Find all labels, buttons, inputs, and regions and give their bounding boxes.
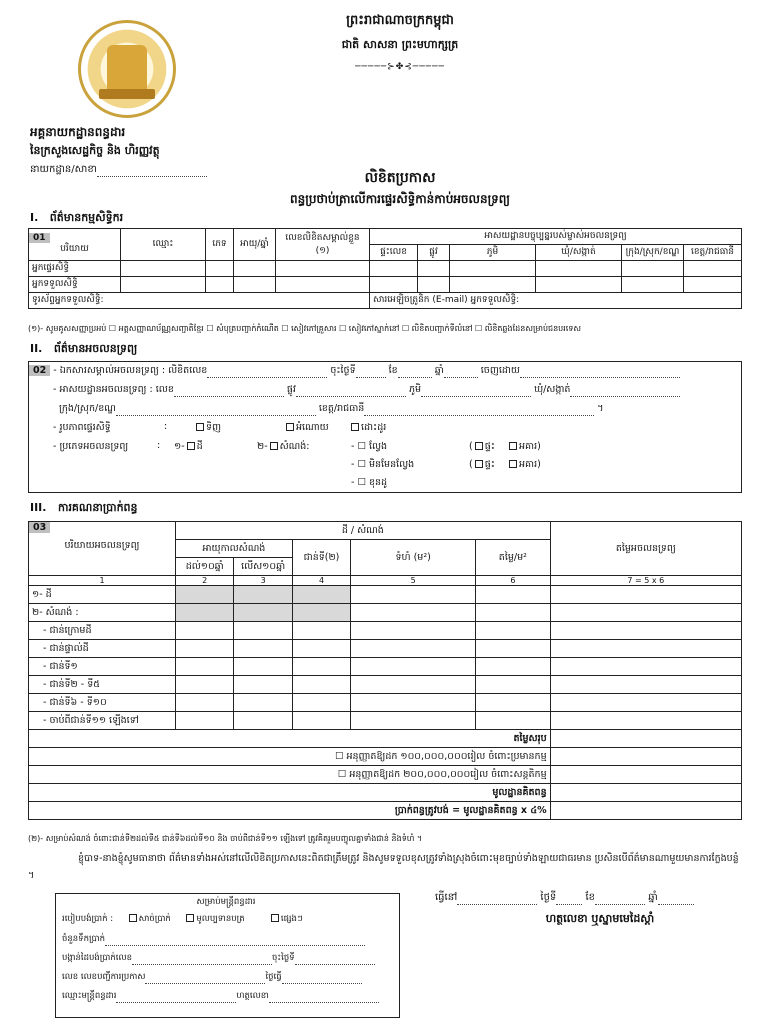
buy-checkbox[interactable] [196, 423, 204, 431]
ground-over10-cell[interactable] [234, 640, 292, 658]
building-floor-cell [292, 604, 350, 622]
row-transferor: អ្នកផ្ទេរសិទ្ធិ [29, 261, 121, 277]
floor1-floor-cell[interactable] [292, 658, 350, 676]
sign-day-input[interactable] [556, 895, 582, 905]
num-col-1: 1 [29, 576, 176, 586]
row-land: ១- ដី [29, 586, 176, 604]
col3-desc [29, 522, 176, 576]
floor2-5-value-cell[interactable] [550, 676, 741, 694]
id-type-note: (១)- សូមគូសសញ្ញាប្រអប់ ☐ អត្តសញ្ញាណប័ណ្ណសញ្ជាតិខ្មែរ ☐ សំបុត្របញ្ជាក់កំណើត ☐ សៀវភៅគ្រួសារ ☐ សៀវភៅស្នាក់នៅ ☐ លិខិតបញ្ជាក់ទីលំនៅ ☐ លិខិតឆ្លងដែនសម្រាប់ជនបរទេស [28, 324, 582, 333]
table-row [29, 712, 742, 730]
doc-day-input[interactable] [356, 368, 386, 378]
gift-checkbox[interactable] [286, 423, 294, 431]
table-row [29, 676, 742, 694]
nonflat-subtype: ( ផ្ទះ អគារ) [469, 459, 541, 470]
table-row [29, 658, 742, 676]
row-floor1: - ជាន់ទី១ [29, 658, 176, 676]
floor2-5-price-cell[interactable] [476, 676, 551, 694]
table-row [29, 640, 742, 658]
col3-price: តម្លៃ/ម² [476, 540, 551, 576]
row-floor2-5: - ជាន់ទី២ - ទី៥ [29, 676, 176, 694]
nonflat-house-checkbox[interactable] [475, 460, 483, 468]
col-id: លេខលិខិតសម្គាល់ខ្លួន (១) [276, 229, 370, 261]
deduct-100m-option[interactable]: ☐ អនុញ្ញាតឱ្យដក ១០០,០០០,០០០រៀល ចំពោះប្រមានកម្ម [29, 748, 551, 766]
doc-no-label: - ឯកសារសម្គាល់អចលនទ្រព្យ : លិខិតលេខ [53, 365, 208, 376]
sign-year-input[interactable] [658, 895, 694, 905]
col3-desc-label: បរិយាយអចលនទ្រព្យ [64, 540, 140, 551]
floor11-under10-cell[interactable] [176, 712, 234, 730]
section2-tag: 02 [29, 365, 50, 376]
type-build-no: ២- [257, 441, 268, 452]
col3-floor: ជាន់ទី(២) [292, 540, 350, 576]
section1-heading [30, 211, 123, 227]
floor6-10-price-cell[interactable] [476, 694, 551, 712]
reg-date-input[interactable] [282, 974, 362, 984]
row-floor6-10: - ជាន់ទី៦ - ទី១០ [29, 694, 176, 712]
deduct-200m-value-cell[interactable] [550, 766, 741, 784]
floor11-area-cell[interactable] [351, 712, 476, 730]
section3-roman: III. [30, 501, 47, 514]
ground-area-cell[interactable] [351, 640, 476, 658]
basement-value-cell[interactable] [550, 622, 741, 640]
col-village: ភូមិ [450, 245, 536, 261]
owner-info-table [28, 228, 742, 309]
exchange-label: ដោះដូរ [361, 422, 387, 433]
phone-field[interactable]: ទូរស័ព្ទអ្នកទទួលសិទ្ធិ: [29, 293, 370, 309]
building-condo-option[interactable]: - ☐ ខុនដូ [351, 477, 388, 488]
building-value-cell[interactable] [550, 604, 741, 622]
table-row [29, 622, 742, 640]
floor6-10-under10-cell[interactable] [176, 694, 234, 712]
table-row [29, 586, 742, 604]
prop-village-input[interactable] [421, 387, 531, 397]
amount-input[interactable] [105, 936, 365, 946]
opt-gift[interactable] [284, 421, 329, 435]
col-desc-label: បរិយាយ [60, 244, 89, 254]
prop-village-label: ភូមិ [408, 384, 422, 395]
prop-district-input[interactable] [116, 406, 316, 416]
transferor-province-cell[interactable] [684, 261, 742, 277]
transferor-age-cell[interactable] [234, 261, 276, 277]
officer-box-title: សម្រាប់មន្ត្រីពន្ធដារ [196, 897, 256, 907]
receipt-input[interactable] [132, 955, 272, 965]
floor-note: (២)- សម្រាប់សំណង់ ចំពោះជាន់ទី២ដល់ទី៥ ជាន់ទី៦ដល់ទី១០ និង ចាប់ពីជាន់ទី១១ ឡើងទៅ ត្រូវគិតរួមបញ្ចូលគ្នាទាំងជាន់ និងទំហំ ។ [28, 834, 423, 843]
amount-label: ចំនួនទឹកប្រាក់ [62, 934, 105, 944]
section2-heading [30, 342, 137, 358]
pay-cash-label: សាច់ប្រាក់ [138, 914, 171, 924]
transferee-village-cell[interactable] [450, 277, 536, 293]
ministry-name: នៃក្រសួងសេដ្ឋកិច្ច និង ហិរញ្ញវត្ថុ [30, 144, 160, 157]
building-area-cell[interactable] [351, 604, 476, 622]
transferor-district-cell[interactable] [622, 261, 684, 277]
land-checkbox[interactable] [187, 442, 195, 450]
basement-price-cell[interactable] [476, 622, 551, 640]
document-title: លិខិតប្រកាស [364, 170, 436, 186]
doc-year-input[interactable] [444, 368, 478, 378]
land-over10-cell [234, 586, 292, 604]
made-at-input[interactable] [457, 895, 537, 905]
reg-date-label: ថ្ងៃធ្វើ [265, 972, 282, 982]
motto: ជាតិ សាសនា ព្រះមហាក្សត្រ [341, 38, 459, 51]
prop-commune-label: ឃុំ/សង្កាត់ [534, 384, 571, 395]
pay-other-checkbox[interactable] [271, 914, 279, 922]
col-address: អាសយដ្ឋានបច្ចុប្បន្នរបស់ម្ចាស់អចលនទ្រព្យ [370, 229, 742, 245]
declaration-text: ខ្ញុំបាទ-នាងខ្ញុំសូមធានាថា ព័ត៌មានទាំងអស់នៅលើលិខិតប្រកាសនេះពិតជាត្រឹមត្រូវ និងសូមទទួលខុសត្រូវទាំងស្រុងចំពោះមុខច្បាប់ទាំងឡាយជាធរមាន ប្រសិនបើព័ត៌មានណាមួយមានការក្លែងបន្លំ ។ [28, 853, 739, 881]
type-building[interactable] [257, 440, 310, 454]
receipt-date-input[interactable] [295, 955, 375, 965]
receipt-date-label: ចុះថ្ងៃទី [271, 953, 295, 963]
section1-tag: 01 [29, 233, 50, 243]
prop-no-input[interactable] [174, 387, 284, 397]
building-under10-cell [176, 604, 234, 622]
gift-label: អំណោយ [296, 422, 329, 433]
tax-base-value-cell[interactable] [550, 784, 741, 802]
nonflat-house-label: ផ្ទះ [484, 459, 495, 470]
doc-no-input[interactable] [207, 368, 327, 378]
col-sex: ភេទ [206, 229, 234, 261]
reg-no-label: លេខ លេខបញ្ជីការប្រកាស [62, 972, 146, 982]
row-floor11-up: - ចាប់ពីជាន់ទី១១ ឡើងទៅ [29, 712, 176, 730]
type-land-no: ១- [174, 441, 185, 452]
basement-area-cell[interactable] [351, 622, 476, 640]
floor6-10-value-cell[interactable] [550, 694, 741, 712]
table-row [29, 694, 742, 712]
pay-cash-checkbox[interactable] [129, 914, 137, 922]
department-name: អគ្គនាយកដ្ឋានពន្ធដារ [30, 125, 126, 139]
officer-name-label: ឈ្មោះមន្ត្រីពន្ធដារ [62, 991, 117, 1001]
document-subtitle: ពន្ធប្រថាប់ត្រាលើការផ្ទេរសិទ្ធិកាន់កាប់អចលនទ្រព្យ [290, 192, 510, 206]
prop-district-label: ក្រុង/ស្រុក/ខណ្ឌ [59, 403, 116, 414]
doc-year-label: ឆ្នាំ [434, 365, 444, 376]
ornament-divider: ─────⊱✤⊰───── [355, 62, 445, 72]
row-ground: - ជាន់ផ្ទាល់ដី [29, 640, 176, 658]
col3-land-building: ដី / សំណង់ [176, 522, 551, 540]
property-type-label: - ប្រភេទអចលនទ្រព្យ [53, 441, 129, 452]
tax-calculation-table [28, 521, 742, 820]
sign-year-label: ឆ្នាំ [648, 892, 658, 903]
floor1-area-cell[interactable] [351, 658, 476, 676]
num-col-5: 5 [351, 576, 476, 586]
section2-title: ព័ត៌មានអចលនទ្រព្យ [53, 342, 138, 355]
transferee-name-cell[interactable] [121, 277, 206, 293]
issued-by-input[interactable] [520, 368, 680, 378]
num-col-2: 2 [176, 576, 234, 586]
prop-street-input[interactable] [296, 387, 406, 397]
table-row [29, 604, 742, 622]
col3-value: តម្លៃអចលនទ្រព្យ [550, 522, 741, 576]
sign-month-label: ខែ [585, 892, 595, 903]
pay-cheque-checkbox[interactable] [186, 914, 194, 922]
transferee-id-cell[interactable] [276, 277, 370, 293]
issued-by-label: ចេញដោយ [480, 365, 520, 376]
transferee-sex-cell[interactable] [206, 277, 234, 293]
col-desc [29, 229, 121, 261]
signature-label: ហត្ថលេខា ឬស្នាមមេដៃស្តាំ [545, 912, 655, 925]
transferee-house-cell[interactable] [370, 277, 418, 293]
buy-label: ទិញ [206, 422, 222, 433]
transferor-village-cell[interactable] [450, 261, 536, 277]
kingdom-title: ព្រះរាជាណាចក្រកម្ពុជា [346, 13, 454, 28]
col-age: អាយុ/ឆ្នាំ [234, 229, 276, 261]
flat-building-checkbox[interactable] [509, 442, 517, 450]
total-label: តម្លៃសរុប [29, 730, 551, 748]
opt-buy[interactable] [194, 421, 221, 435]
floor6-10-area-cell[interactable] [351, 694, 476, 712]
made-at-label: ធ្វើនៅ [435, 892, 458, 903]
transferor-name-cell[interactable] [121, 261, 206, 277]
building-nonflat-option[interactable]: - ☐ មិនមែនល្វែង [351, 459, 415, 470]
prop-street-label: ផ្លូវ [286, 384, 296, 395]
branch-field [30, 162, 207, 177]
transfer-type-label: - រូបភាពផ្ទេរសិទ្ធិ [53, 422, 111, 433]
pay-other-label: ផ្សេងៗ [280, 914, 303, 924]
email-field[interactable]: សារអេឡិចត្រូនិក (E-mail) អ្នកទទួលសិទ្ធិ: [370, 293, 742, 309]
building-over10-cell [234, 604, 292, 622]
branch-input[interactable] [97, 167, 207, 177]
deduct-200m-option[interactable]: ☐ អនុញ្ញាតឱ្យដក ២០០,០០០,០០០រៀល ចំពោះសន្តតិកម្ម [29, 766, 551, 784]
section3-title: ការគណនាប្រាក់ពន្ធ [57, 501, 138, 514]
branch-label: នាយកដ្ឋាន/សាខា [30, 164, 97, 175]
doc-month-input[interactable] [398, 368, 432, 378]
floor6-10-floor-cell[interactable] [292, 694, 350, 712]
floor1-price-cell[interactable] [476, 658, 551, 676]
officer-signature-input[interactable] [269, 993, 379, 1003]
col3-area: ទំហំ (ម²) [351, 540, 476, 576]
transferee-province-cell[interactable] [684, 277, 742, 293]
total-value-cell[interactable] [550, 730, 741, 748]
floor1-under10-cell[interactable] [176, 658, 234, 676]
basement-floor-cell[interactable] [292, 622, 350, 640]
land-label: ដី [196, 441, 203, 452]
section2-roman: II. [30, 342, 43, 355]
table-row [29, 277, 742, 293]
section3-heading [30, 501, 138, 517]
land-area-cell[interactable] [351, 586, 476, 604]
row-basement: - ជាន់ក្រោមដី [29, 622, 176, 640]
floor2-5-floor-cell[interactable] [292, 676, 350, 694]
ground-under10-cell[interactable] [176, 640, 234, 658]
col-district: ក្រុង/ស្រុក/ខណ្ឌ [622, 245, 684, 261]
floor11-value-cell[interactable] [550, 712, 741, 730]
building-price-cell[interactable] [476, 604, 551, 622]
col-house: ផ្ទះលេខ [370, 245, 418, 261]
land-value-cell[interactable] [550, 586, 741, 604]
nonflat-building-checkbox[interactable] [509, 460, 517, 468]
transferee-district-cell[interactable] [622, 277, 684, 293]
seal-base-icon [99, 89, 155, 99]
doc-month-label: ខែ [388, 365, 398, 376]
row-transferee: អ្នកទទួលសិទ្ធិ [29, 277, 121, 293]
floor1-over10-cell[interactable] [234, 658, 292, 676]
ground-price-cell[interactable] [476, 640, 551, 658]
prop-province-label: ខេត្ត/រាជធានី [318, 403, 365, 414]
opt-exchange[interactable] [349, 421, 386, 435]
land-under10-cell [176, 586, 234, 604]
officer-name-input[interactable] [116, 993, 236, 1003]
land-price-cell[interactable] [476, 586, 551, 604]
tax-due-label: ប្រាក់ពន្ធត្រូវបង់ = មូលដ្ឋានគិតពន្ធ x ៤% [29, 802, 551, 820]
general-department-of-taxation-seal [78, 20, 176, 118]
pay-method-label: របៀបបង់ប្រាក់ : [62, 914, 114, 924]
transferor-street-cell[interactable] [418, 261, 450, 277]
flat-building-label: អគារ [519, 441, 538, 452]
floor2-5-over10-cell[interactable] [234, 676, 292, 694]
flat-house-label: ផ្ទះ [484, 441, 495, 452]
col-name: ឈ្មោះ [121, 229, 206, 261]
floor2-5-area-cell[interactable] [351, 676, 476, 694]
flat-house-checkbox[interactable] [475, 442, 483, 450]
ground-value-cell[interactable] [550, 640, 741, 658]
prop-no-label: - អាសយដ្ឋានអចលនទ្រព្យ : លេខ [53, 384, 174, 395]
reg-no-input[interactable] [145, 974, 265, 984]
floor1-value-cell[interactable] [550, 658, 741, 676]
floor11-price-cell[interactable] [476, 712, 551, 730]
transferee-age-cell[interactable] [234, 277, 276, 293]
section1-roman: I. [30, 211, 39, 224]
property-info-box: 02 - ឯកសារសម្គាល់អចលនទ្រព្យ : លិខិតលេខ ចុះថ្ងៃទី ខែ ឆ្នាំ ចេញដោយ - អាសយដ្ឋានអចលនទ្រព្យ : លេខ ផ្លូវ ភូមិ ឃុំ/សង្កាត់ ក្រុង/ស្រុក/ខណ្ឌ ខេត្ត/រាជធានី ។ - រូបភាពផ្ទេរសិទ្ធិ : ទិញ អំណោយ ដោះដូរ - ប្រភេទអចលនទ្រព្យ : ១- ដី ២- សំណង់: - ☐ ល្វែង ( ផ្ទះ អគារ) - ☐ មិនមែនល្វែង ( ផ្ទះ អគារ) - ☐ ខុនដូ [28, 361, 742, 493]
row-building: ២- សំណង់ : [29, 604, 176, 622]
transferee-street-cell[interactable] [418, 277, 450, 293]
num-col-4: 4 [292, 576, 350, 586]
col3-under10: ដល់១០ឆ្នាំ [176, 558, 234, 576]
signing-place-date [435, 890, 755, 905]
deduct-100m-value-cell[interactable] [550, 748, 741, 766]
officer-box [55, 893, 400, 1018]
pay-cheque-label: មូលប្បទានបត្រ [196, 914, 245, 924]
table-row [29, 261, 742, 277]
prop-commune-input[interactable] [570, 387, 680, 397]
basement-under10-cell[interactable] [176, 622, 234, 640]
col3-age-group: អាយុកាលសំណង់ [176, 540, 293, 558]
transferor-id-cell[interactable] [276, 261, 370, 277]
sign-day-label: ថ្ងៃទី [540, 892, 557, 903]
num-col-7: 7 = 5 x 6 [550, 576, 741, 586]
exchange-checkbox[interactable] [351, 423, 359, 431]
transferor-house-cell[interactable] [370, 261, 418, 277]
flat-subtype: ( ផ្ទះ អគារ) [469, 441, 541, 452]
floor2-5-under10-cell[interactable] [176, 676, 234, 694]
col-commune: ឃុំ/សង្កាត់ [536, 245, 622, 261]
section1-title: ព័ត៌មានកម្មសិទ្ធិករ [49, 211, 124, 224]
transferor-commune-cell[interactable] [536, 261, 622, 277]
floor11-over10-cell[interactable] [234, 712, 292, 730]
prop-province-input[interactable] [364, 406, 594, 416]
ground-floor-cell[interactable] [292, 640, 350, 658]
col-street: ផ្លូវ [418, 245, 450, 261]
col3-over10: លើស១០ឆ្នាំ [234, 558, 292, 576]
transferor-sex-cell[interactable] [206, 261, 234, 277]
col-province: ខេត្ត/រាជធានី [684, 245, 742, 261]
receipt-label: បង្កាន់ដៃបង់ប្រាក់លេខ [62, 953, 132, 963]
building-label: សំណង់: [279, 441, 310, 452]
basement-over10-cell[interactable] [234, 622, 292, 640]
seal-emblem-icon [107, 45, 147, 93]
floor11-floor-cell[interactable] [292, 712, 350, 730]
num-col-6: 6 [476, 576, 551, 586]
type-land[interactable] [174, 440, 203, 454]
tax-due-value-cell[interactable] [550, 802, 741, 820]
building-flat-option[interactable]: - ☐ ល្វែង [351, 441, 388, 452]
section3-tag: 03 [29, 522, 50, 533]
nonflat-building-label: អគារ [519, 459, 538, 470]
sign-month-input[interactable] [595, 895, 645, 905]
doc-date-label: ចុះថ្ងៃទី [330, 365, 356, 376]
transferee-commune-cell[interactable] [536, 277, 622, 293]
tax-base-label: មូលដ្ឋានគិតពន្ធ [29, 784, 551, 802]
num-col-3: 3 [234, 576, 292, 586]
floor6-10-over10-cell[interactable] [234, 694, 292, 712]
building-checkbox[interactable] [270, 442, 278, 450]
land-floor-cell [292, 586, 350, 604]
officer-signature-label: ហត្ថលេខា [236, 991, 269, 1001]
